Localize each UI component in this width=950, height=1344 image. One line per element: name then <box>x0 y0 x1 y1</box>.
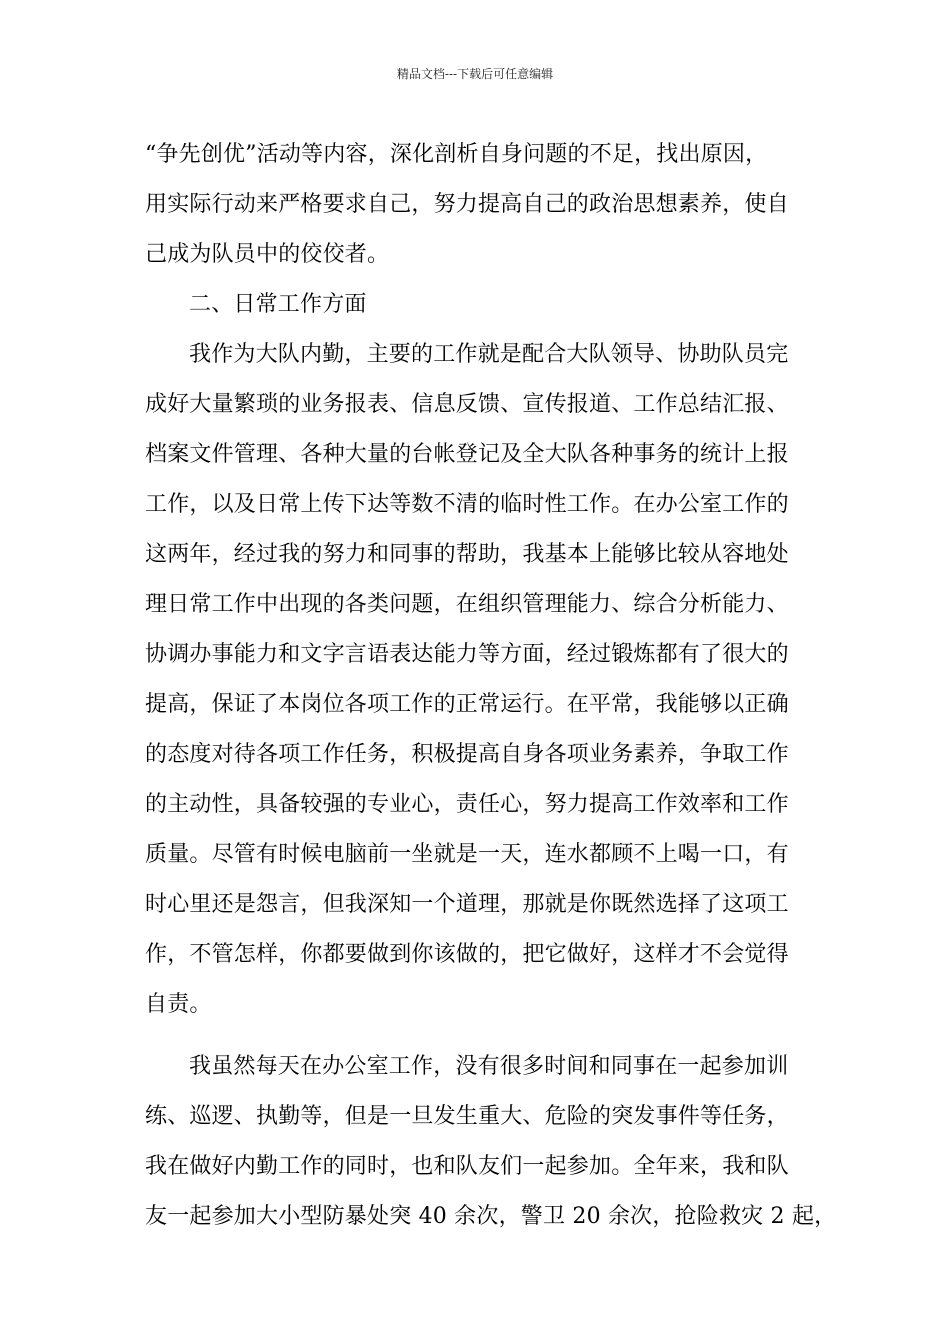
text-line: 档案文件管理、各种大量的台帐登记及全大队各种事务的统计上报 <box>145 442 789 467</box>
page-header: 精品文档---下载后可任意编辑 <box>396 67 554 81</box>
text-line: 用实际行动来严格要求自己，努力提高自己的政治思想素养，使自 <box>145 192 789 217</box>
text-line: 这两年，经过我的努力和同事的帮助，我基本上能够比较从容地处 <box>145 542 789 567</box>
text-line: 练、巡逻、执勤等，但是一旦发生重大、危险的突发事件等任务， <box>145 1104 789 1129</box>
text-line: 我虽然每天在办公室工作，没有很多时间和同事在一起参加训 <box>189 1054 789 1079</box>
text-line: “争先创优”活动等内容，深化剖析自身问题的不足，找出原因， <box>145 142 768 167</box>
text-line: 工作，以及日常上传下达等数不清的临时性工作。在办公室工作的 <box>145 492 789 517</box>
paragraph-gap <box>145 1030 825 1042</box>
text-line: 己成为队员中的佼佼者。 <box>145 242 390 267</box>
text-line: 作，不管怎样，你都要做到你该做的，把它做好，这样才不会觉得 <box>145 942 789 967</box>
document-body <box>145 130 837 1242</box>
text-line: 友一起参加大小型防暴处突 40 余次，警卫 20 余次，抢险救灾 2 起， <box>145 1204 837 1229</box>
text-line: 理日常工作中出现的各类问题，在组织管理能力、综合分析能力、 <box>145 592 789 617</box>
text-line: 我在做好内勤工作的同时，也和队友们一起参加。全年来，我和队 <box>145 1154 789 1179</box>
text-line: 的态度对待各项工作任务，积极提高自身各项业务素养，争取工作 <box>145 742 789 767</box>
text-line: 我作为大队内勤，主要的工作就是配合大队领导、协助队员完 <box>189 342 789 367</box>
text-line: 质量。尽管有时候电脑前一坐就是一天，连水都顾不上喝一口，有 <box>145 842 789 867</box>
text-line: 时心里还是怨言，但我深知一个道理，那就是你既然选择了这项工 <box>145 892 789 917</box>
text-line: 协调办事能力和文字言语表达能力等方面，经过锻炼都有了很大的 <box>145 642 789 667</box>
text-line: 的主动性，具备较强的专业心，责任心，努力提高工作效率和工作 <box>145 792 789 817</box>
section-heading: 二、日常工作方面 <box>189 292 367 317</box>
text-line: 成好大量繁琐的业务报表、信息反馈、宣传报道、工作总结汇报、 <box>145 392 789 417</box>
text-line: 自责。 <box>145 992 212 1017</box>
text-line: 提高，保证了本岗位各项工作的正常运行。在平常，我能够以正确 <box>145 692 789 717</box>
